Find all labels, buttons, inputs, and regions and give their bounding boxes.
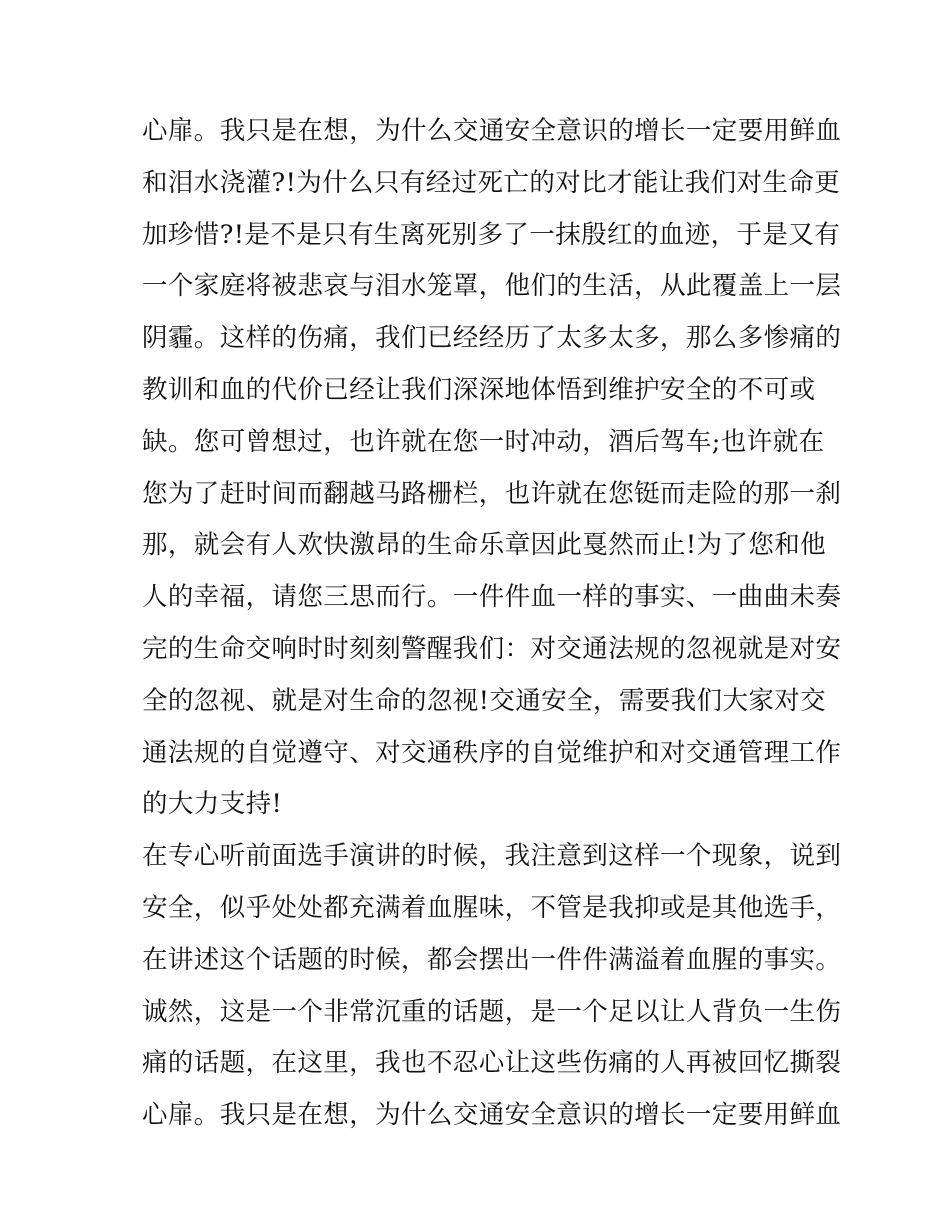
text-line: 痛的话题，在这里，我也不忍心让这些伤痛的人再被回忆撕裂 — [142, 1048, 842, 1079]
body-text — [142, 106, 842, 1142]
text-line: 阴霾。这样的伤痛，我们已经经历了太多太多，那么多惨痛的 — [142, 323, 842, 354]
text-line: 那，就会有人欢快激昂的生命乐章因此戛然而止!为了您和他 — [142, 530, 827, 561]
text-line: 的大力支持! — [142, 789, 283, 820]
text-line: 通法规的自觉遵守、对交通秩序的自觉维护和对交通管理工作 — [142, 737, 842, 768]
text-line: 您为了赶时间而翻越马路栅栏，也许就在您铤而走险的那一刹 — [142, 478, 842, 509]
text-line: 在讲述这个话题的时候，都会摆出一件件满溢着血腥的事实。 — [142, 944, 842, 975]
text-line: 心扉。我只是在想，为什么交通安全意识的增长一定要用鲜血 — [142, 1100, 842, 1131]
text-line: 和泪水浇灌?!为什么只有经过死亡的对比才能让我们对生命更 — [142, 167, 841, 198]
text-line: 教训和血的代价已经让我们深深地体悟到维护安全的不可或 — [142, 374, 816, 405]
text-line: 在专心听前面选手演讲的时候，我注意到这样一个现象，说到 — [142, 841, 842, 872]
text-line: 完的生命交响时时刻刻警醒我们：对交通法规的忽视就是对安 — [142, 633, 842, 664]
text-line: 诚然，这是一个非常沉重的话题，是一个足以让人背负一生伤 — [142, 996, 842, 1027]
text-line: 缺。您可曾想过，也许就在您一时冲动，酒后驾车;也许就在 — [142, 426, 825, 457]
text-line: 一个家庭将被悲哀与泪水笼罩，他们的生活，从此覆盖上一层 — [142, 271, 842, 302]
text-line: 安全，似乎处处都充满着血腥味，不管是我抑或是其他选手， — [142, 892, 842, 923]
text-line: 全的忽视、就是对生命的忽视!交通安全，需要我们大家对交 — [142, 685, 827, 716]
text-line: 人的幸福，请您三思而行。一件件血一样的事实、一曲曲未奏 — [142, 582, 842, 613]
text-line: 加珍惜?!是不是只有生离死别多了一抹殷红的血迹，于是又有 — [142, 219, 841, 250]
text-line: 心扉。我只是在想，为什么交通安全意识的增长一定要用鲜血 — [142, 116, 842, 146]
